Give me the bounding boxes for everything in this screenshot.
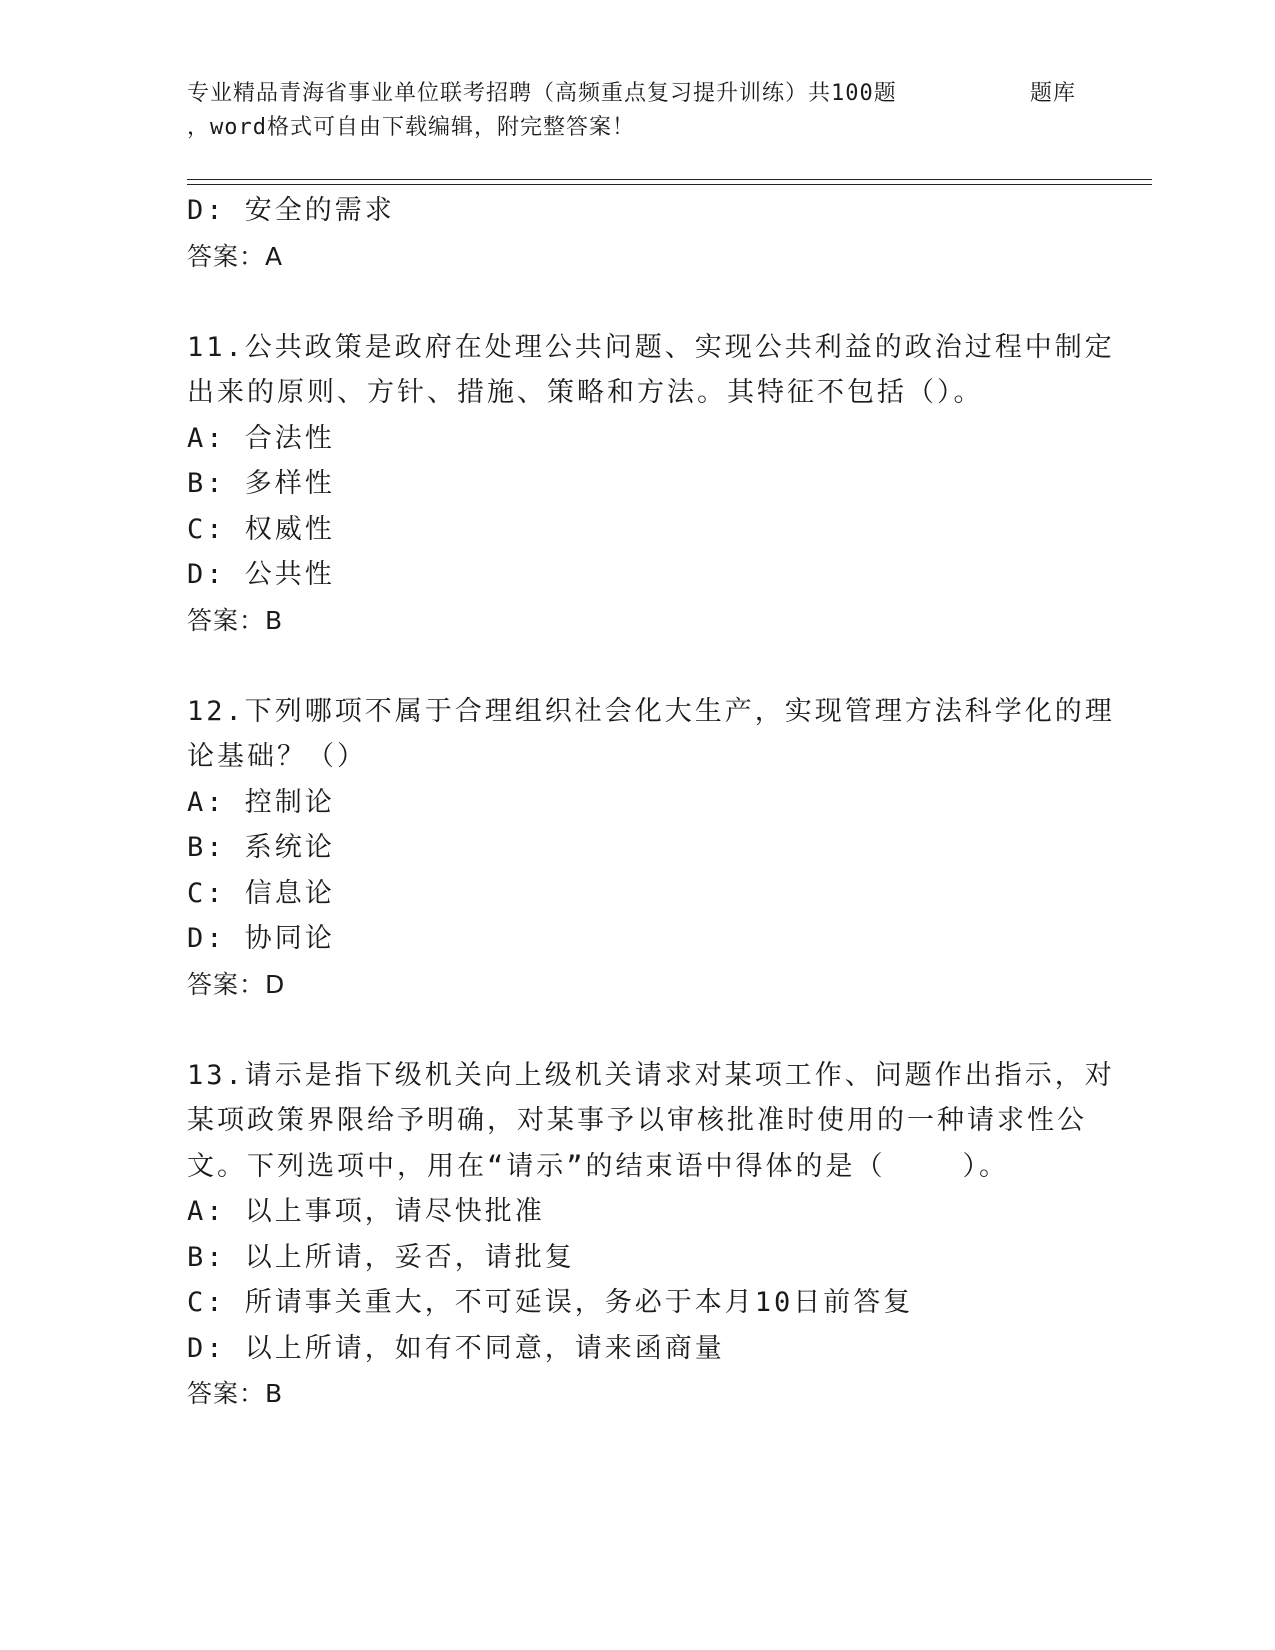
- header-rule-bottom: [187, 184, 1152, 185]
- q13-option-b: B: 以上所请，妥否，请批复: [187, 1241, 575, 1273]
- q13-answer: 答案：B: [187, 1379, 284, 1408]
- header-title-line1: 专业精品青海省事业单位联考招聘（高频重点复习提升训练）共100题: [187, 81, 897, 106]
- spacer: [187, 1007, 1087, 1053]
- q11-option-d: D: 公共性: [187, 559, 335, 590]
- q13-stem-line3: 文。下列选项中，用在“请示”的结束语中得体的是（ ）。: [187, 1150, 1010, 1182]
- q12-option-d: D: 协同论: [187, 923, 335, 954]
- q13-option-d: D: 以上所请，如有不同意，请来函商量: [187, 1332, 725, 1364]
- spacer: [187, 643, 1087, 689]
- prev-option-d: D: 安全的需求: [187, 195, 395, 226]
- q12-option-a: A: 控制论: [187, 786, 335, 818]
- header-rule-top: [187, 179, 1152, 180]
- spacer: [187, 279, 1087, 325]
- q13-option-c: C: 所请事关重大，不可延误，务必于本月10日前答复: [187, 1287, 914, 1318]
- document-body: [187, 188, 1115, 1417]
- q11-answer: 答案：B: [187, 605, 284, 635]
- q11-stem-line2: 出来的原则、方针、措施、策略和方法。其特征不包括（）。: [187, 377, 984, 408]
- question-11: [187, 325, 1115, 644]
- header-title-line2: ，word格式可自由下载编辑，附完整答案！: [187, 115, 635, 140]
- q11-option-b: B: 多样性: [187, 468, 335, 499]
- prev-answer: 答案：A: [187, 241, 284, 271]
- q13-stem-line1: 13.请示是指下级机关向上级机关请求对某项工作、问题作出指示，对: [187, 1059, 1115, 1091]
- header-tag: 题库: [1030, 81, 1077, 106]
- q11-option-c: C: 权威性: [187, 513, 335, 545]
- q12-option-b: B: 系统论: [187, 832, 335, 863]
- q13-stem-line2: 某项政策界限给予明确，对某事予以审核批准时使用的一种请求性公: [187, 1105, 1087, 1136]
- q11-stem-line1: 11.公共政策是政府在处理公共问题、实现公共利益的政治过程中制定: [187, 331, 1115, 363]
- q12-option-c: C: 信息论: [187, 877, 335, 909]
- question-13: [187, 1053, 1115, 1417]
- question-12: [187, 689, 1115, 1008]
- q13-option-a: A: 以上事项，请尽快批准: [187, 1196, 545, 1227]
- q12-stem-line1: 12.下列哪项不属于合理组织社会化大生产，实现管理方法科学化的理: [187, 695, 1115, 727]
- q12-answer: 答案：D: [187, 969, 286, 999]
- q11-option-a: A: 合法性: [187, 422, 335, 454]
- q12-stem-line2: 论基础？（）: [187, 741, 367, 772]
